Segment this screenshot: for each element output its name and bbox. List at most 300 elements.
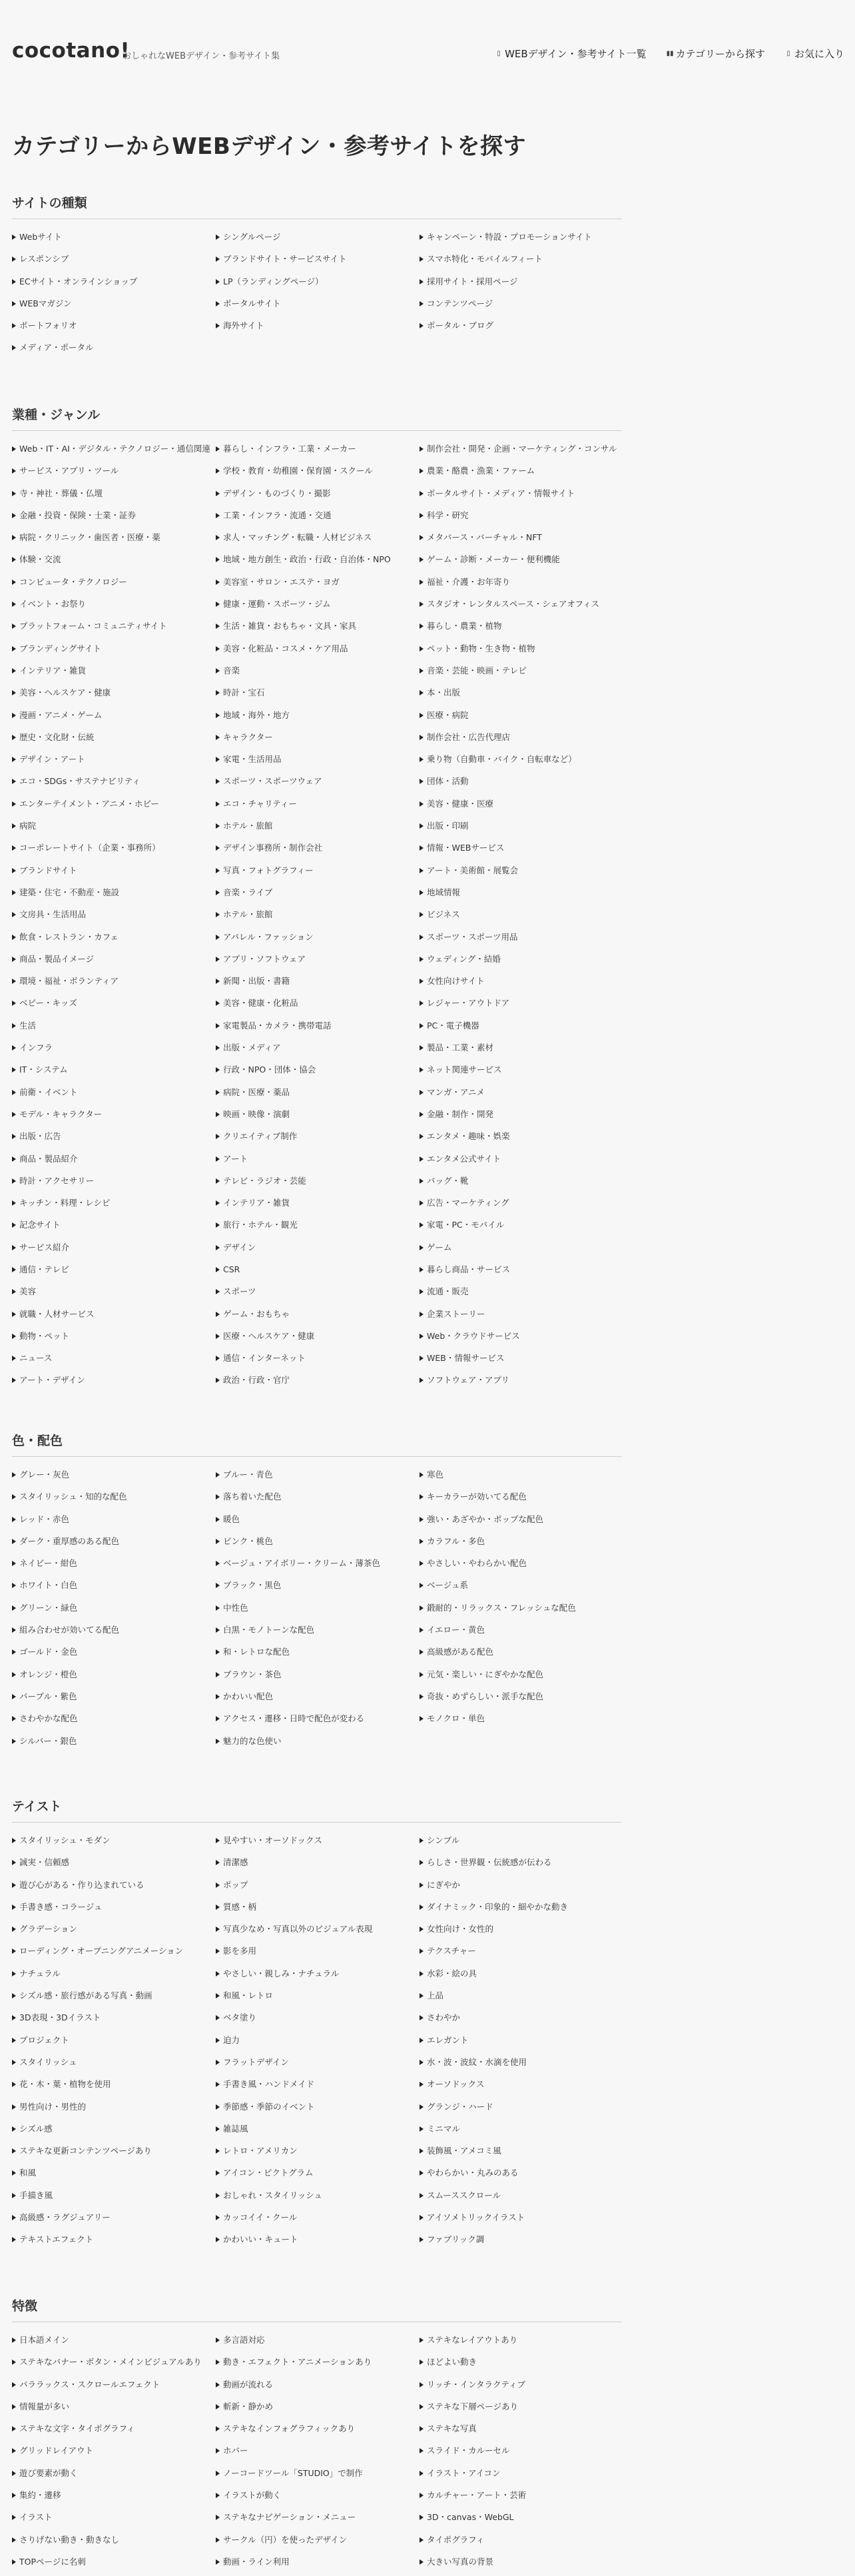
category-link[interactable]: WEB・情報サービス [420, 1350, 622, 1372]
category-link[interactable]: ペット・動物・生き物・植物 [420, 641, 622, 663]
category-link[interactable]: PC・電子機器 [420, 1018, 622, 1040]
category-link[interactable]: ソフトウェア・アプリ [420, 1372, 622, 1394]
category-link[interactable]: Webサイト [12, 229, 216, 251]
category-link[interactable]: 落ち着いた配色 [216, 1489, 420, 1511]
category-link[interactable]: ウェディング・結婚 [420, 951, 622, 973]
site-logo[interactable]: cocotano! [12, 39, 131, 63]
category-link[interactable]: 多言語対応 [216, 2332, 420, 2354]
category-link[interactable]: ポップ [216, 1877, 420, 1899]
category-link[interactable]: 漫画・アニメ・ゲーム [12, 707, 216, 729]
category-link[interactable]: 元気・楽しい・にぎやかな配色 [420, 1667, 622, 1689]
category-link[interactable]: 手描き風 [12, 2188, 216, 2210]
category-link[interactable]: 斬新・静かめ [216, 2399, 420, 2421]
category-link[interactable]: リッチ・インタラクティブ [420, 2377, 622, 2399]
category-link[interactable]: ネイビー・紺色 [12, 1555, 216, 1577]
category-link[interactable]: 生活・雑貨・おもちゃ・文具・家具 [216, 618, 420, 640]
category-link[interactable]: 前衛・イベント [12, 1084, 216, 1106]
category-link[interactable]: モノクロ・単色 [420, 1711, 622, 1733]
category-link[interactable]: グリッドレイアウト [12, 2443, 216, 2465]
category-link[interactable]: 美容室・サロン・エステ・ヨガ [216, 574, 420, 596]
category-link[interactable]: 流通・販売 [420, 1284, 622, 1306]
category-link[interactable]: スマホ特化・モバイルフィート [420, 251, 622, 273]
category-link[interactable]: 暮らし商品・サービス [420, 1262, 622, 1284]
category-link[interactable]: カッコイイ・クール [216, 2210, 420, 2232]
category-link[interactable]: 制作会社・開発・企画・マーケティング・コンサル [420, 441, 622, 463]
category-link[interactable]: アプリ・ソフトウェア [216, 951, 420, 973]
category-link[interactable]: 地域・海外・地方 [216, 707, 420, 729]
category-link[interactable]: さわやかな配色 [12, 1711, 216, 1733]
category-link[interactable]: さりげない動き・動きなし [12, 2532, 216, 2554]
category-link[interactable]: 和風・レトロ [216, 1988, 420, 2010]
category-link[interactable]: 美容・ヘルスケア・健康 [12, 685, 216, 707]
category-link[interactable]: ブランドサイト・サービスサイト [216, 251, 420, 273]
category-link[interactable]: 美容・健康・化粧品 [216, 995, 420, 1017]
category-link[interactable]: 遊び心がある・作り込まれている [12, 1877, 216, 1899]
category-link[interactable]: ステキな更新コンテンツページあり [12, 2143, 216, 2165]
category-link[interactable]: 寺・神社・葬儀・仏壇 [12, 486, 216, 508]
page-title: カテゴリーからWEBデザイン・参考サイトを探す [12, 133, 527, 160]
category-link[interactable]: WEBマガジン [12, 296, 216, 318]
category-link[interactable]: 政治・行政・官庁 [216, 1372, 420, 1394]
category-link[interactable]: モデル・キャラクター [12, 1106, 216, 1128]
category-link[interactable]: 出版・印刷 [420, 818, 622, 840]
category-link[interactable]: グレー・灰色 [12, 1467, 216, 1489]
category-link[interactable]: サービス・アプリ・ツール [12, 463, 216, 485]
category-link[interactable]: 手書き感・コラージュ [12, 1899, 216, 1921]
category-link[interactable]: 地域情報 [420, 885, 622, 907]
category-link[interactable]: ビジネス [420, 907, 622, 929]
category-link[interactable]: パララックス・スクロールエフェクト [12, 2377, 216, 2399]
category-link[interactable]: 質感・柄 [216, 1899, 420, 1921]
category-link[interactable]: サークル（円）を使ったデザイン [216, 2532, 420, 2554]
category-link[interactable]: プラットフォーム・コミュニティサイト [12, 618, 216, 640]
category-link[interactable]: ステキな文字・タイポグラフィ [12, 2421, 216, 2443]
category-link[interactable]: シンプル [420, 1833, 622, 1855]
category-link[interactable]: 健康・運動・スポーツ・ジム [216, 596, 420, 618]
category-link[interactable]: 雑誌風 [216, 2121, 420, 2143]
category-link[interactable]: 制作会社・広告代理店 [420, 729, 622, 751]
category-link[interactable]: 採用サイト・採用ページ [420, 274, 622, 296]
category-link[interactable]: スライド・カルーセル [420, 2443, 622, 2465]
category-link[interactable]: アイコン・ピクトグラム [216, 2165, 420, 2187]
category-link[interactable]: テレビ・ラジオ・芸能 [216, 1173, 420, 1195]
category-link[interactable]: レッド・赤色 [12, 1511, 216, 1533]
category-link[interactable]: ニュース [12, 1350, 216, 1372]
category-link[interactable]: コンテンツページ [420, 296, 622, 318]
category-link[interactable]: アート [216, 1151, 420, 1173]
category-link[interactable]: 中性色 [216, 1600, 420, 1622]
category-link[interactable]: デザイン・ものづくり・撮影 [216, 486, 420, 508]
section-site-type [12, 193, 622, 362]
category-link[interactable]: タイポグラフィ [420, 2532, 622, 2554]
category-link[interactable]: やさしい・親しみ・ナチュラル [216, 1966, 420, 1988]
nav-favorites[interactable] [785, 47, 844, 61]
category-link[interactable]: ステキな下層ページあり [420, 2399, 622, 2421]
category-link[interactable]: レジャー・アウトドア [420, 995, 622, 1017]
category-link[interactable]: 装飾風・アメコミ風 [420, 2143, 622, 2165]
category-link[interactable]: エコ・SDGs・サステナビリティ [12, 773, 216, 795]
category-link[interactable]: 水彩・絵の具 [420, 1966, 622, 1988]
category-link[interactable]: アイソメトリックイラスト [420, 2210, 622, 2232]
category-link[interactable]: 動画が流れる [216, 2377, 420, 2399]
category-link[interactable]: ベタ塗り [216, 2010, 420, 2032]
category-link[interactable]: 記念サイト [12, 1217, 216, 1239]
category-list [12, 2332, 622, 2576]
category-link[interactable]: 日本語メイン [12, 2332, 216, 2354]
category-link[interactable]: おしゃれ・スタイリッシュ [216, 2188, 420, 2210]
category-link[interactable]: 飲食・レストラン・カフェ [12, 929, 216, 951]
nav-design-list[interactable] [495, 47, 647, 61]
category-link[interactable]: かわいい配色 [216, 1689, 420, 1711]
category-link[interactable]: ほどよい動き [420, 2354, 622, 2376]
category-link[interactable]: 高級感・ラグジュアリー [12, 2210, 216, 2232]
category-link[interactable]: 高級感がある配色 [420, 1644, 622, 1666]
category-link[interactable]: 手書き風・ハンドメイド [216, 2076, 420, 2098]
category-link[interactable]: エレガント [420, 2032, 622, 2054]
category-link[interactable]: スタジオ・レンタルスペース・シェアオフィス [420, 596, 622, 618]
category-link[interactable]: 歴史・文化財・伝統 [12, 729, 216, 751]
category-link[interactable]: スタイリッシュ・モダン [12, 1833, 216, 1855]
section-title: テイスト [12, 1797, 622, 1823]
section-title: 色・配色 [12, 1431, 622, 1457]
category-link[interactable]: 広告・マーケティング [420, 1195, 622, 1217]
category-link[interactable]: 就職・人材サービス [12, 1306, 216, 1328]
category-link[interactable]: 鍛耐的・リラックス・フレッシュな配色 [420, 1600, 622, 1622]
category-link[interactable]: 和・レトロな配色 [216, 1644, 420, 1666]
category-link[interactable]: エンタメ公式サイト [420, 1151, 622, 1173]
category-link[interactable]: スポーツ・スポーツウェア [216, 773, 420, 795]
category-link[interactable]: 通信・インターネット [216, 1350, 420, 1372]
category-link[interactable]: ゲーム・おもちゃ [216, 1306, 420, 1328]
category-link[interactable]: 新聞・出版・書籍 [216, 973, 420, 995]
category-link[interactable]: 3D・canvas・WebGL [420, 2509, 622, 2531]
category-link[interactable]: らしさ・世界観・伝統感が伝わる [420, 1855, 622, 1877]
category-link[interactable]: 影を多用 [216, 1943, 420, 1965]
category-link[interactable]: 暖色 [216, 1511, 420, 1533]
category-link[interactable]: LP（ランディングページ） [216, 274, 420, 296]
category-link[interactable]: ゲーム [420, 1240, 622, 1262]
category-link[interactable]: ポートフォリオ [12, 318, 216, 340]
category-link[interactable]: 動画・ライン利用 [216, 2554, 420, 2576]
site-tagline: おしゃれなWEBデザイン・参考サイト集 [123, 51, 280, 61]
category-link[interactable]: バッグ・靴 [420, 1173, 622, 1195]
category-link[interactable]: 動物・ペット [12, 1328, 216, 1350]
category-link[interactable]: ベージュ・アイボリー・クリーム・薄茶色 [216, 1555, 420, 1577]
category-link[interactable]: 農業・酪農・漁業・ファーム [420, 463, 622, 485]
category-link[interactable]: ホテル・旅館 [216, 818, 420, 840]
category-link[interactable]: ブランディングサイト [12, 641, 216, 663]
category-link[interactable]: レスポンシブ [12, 251, 216, 273]
nav-category[interactable] [667, 47, 765, 61]
category-link[interactable]: イラスト・アイコン [420, 2465, 622, 2487]
heart-icon: ▯ [786, 50, 790, 57]
category-link[interactable]: 医療・ヘルスケア・健康 [216, 1328, 420, 1350]
category-link[interactable]: キャンペーン・特設・プロモーションサイト [420, 229, 622, 251]
category-link[interactable]: テキストエフェクト [12, 2232, 216, 2254]
category-link[interactable]: 見やすい・オーソドックス [216, 1833, 420, 1855]
category-link[interactable]: キーカラーが効いてる配色 [420, 1489, 622, 1511]
category-link[interactable]: ステキなインフォグラフィックあり [216, 2421, 420, 2443]
category-link[interactable]: スポーツ・スポーツ用品 [420, 929, 622, 951]
category-link[interactable]: レトロ・アメリカン [216, 2143, 420, 2165]
category-link[interactable]: 時計・アクセサリー [12, 1173, 216, 1195]
category-link[interactable]: ネット関連サービス [420, 1062, 622, 1084]
category-link[interactable]: 遊び要素が動く [12, 2465, 216, 2487]
category-link[interactable]: 工業・インフラ・流通・交通 [216, 508, 420, 530]
category-link[interactable]: 写真少なめ・写真以外のビジュアル表現 [216, 1921, 420, 1943]
category-link[interactable]: 乗り物（自動車・バイク・自転車など） [420, 751, 622, 773]
category-link[interactable]: 美容・化粧品・コスメ・ケア用品 [216, 641, 420, 663]
category-link[interactable]: スポーツ [216, 1284, 420, 1306]
section-feature [12, 2296, 622, 2576]
category-link[interactable]: 組み合わせが効いてる配色 [12, 1622, 216, 1644]
category-list [12, 441, 622, 1395]
category-link[interactable]: 写真・フォトグラフィー [216, 863, 420, 885]
category-link[interactable]: フラットデザイン [216, 2054, 420, 2076]
category-link[interactable]: 商品・製品イメージ [12, 951, 216, 973]
category-link[interactable]: ピンク・桃色 [216, 1533, 420, 1555]
section-taste [12, 1797, 622, 2254]
category-link[interactable]: ミニマル [420, 2121, 622, 2143]
category-link[interactable]: 暮らし・農業・植物 [420, 618, 622, 640]
section-industry [12, 405, 622, 1395]
category-link[interactable]: ナチュラル [12, 1966, 216, 1988]
category-link[interactable]: 時計・宝石 [216, 685, 420, 707]
category-link[interactable]: オレンジ・橙色 [12, 1667, 216, 1689]
category-link[interactable]: 企業ストーリー [420, 1306, 622, 1328]
category-list [12, 1833, 622, 2254]
category-link[interactable]: 福祉・介護・お年寄り [420, 574, 622, 596]
category-link[interactable]: 家電・生活用品 [216, 751, 420, 773]
category-link[interactable]: メタバース・バーチャル・NFT [420, 530, 622, 552]
category-link[interactable]: ブラウン・茶色 [216, 1667, 420, 1689]
category-link[interactable]: TOPページに名刺 [12, 2554, 216, 2576]
category-link[interactable]: プロジェクト [12, 2032, 216, 2054]
category-link[interactable]: 暮らし・インフラ・工業・メーカー [216, 441, 420, 463]
category-link[interactable]: かわいい・キュート [216, 2232, 420, 2254]
category-link[interactable]: ノーコードツール「STUDIO」で制作 [216, 2465, 420, 2487]
category-link[interactable]: 本・出版 [420, 685, 622, 707]
category-link[interactable]: ステキなレイアウトあり [420, 2332, 622, 2354]
category-link[interactable]: ポータル・ブログ [420, 318, 622, 340]
category-link[interactable]: 製品・工業・素材 [420, 1040, 622, 1062]
category-list [12, 1467, 622, 1755]
category-link[interactable]: 地域・地方創生・政治・行政・自治体・NPO [216, 552, 420, 574]
category-link[interactable]: Web・IT・AI・デジタル・テクノロジー・通信関連 [12, 441, 216, 463]
category-link[interactable]: Web・クラウドサービス [420, 1328, 622, 1350]
category-link[interactable]: 集約・遷移 [12, 2487, 216, 2509]
category-link[interactable]: 情報・WEBサービス [420, 840, 622, 862]
category-link[interactable]: スムーススクロール [420, 2188, 622, 2210]
category-link[interactable]: ステキなバナー・ボタン・メインビジュアルあり [12, 2354, 216, 2376]
category-link[interactable]: 音楽・ライブ [216, 885, 420, 907]
category-link[interactable]: 男性向け・男性的 [12, 2099, 216, 2121]
category-link[interactable]: サービス紹介 [12, 1240, 216, 1262]
category-link[interactable]: キッチン・料理・レシピ [12, 1195, 216, 1217]
category-link[interactable]: ベージュ系 [420, 1577, 622, 1599]
category-link[interactable]: 女性向け・女性的 [420, 1921, 622, 1943]
category-link[interactable]: 情報量が多い [12, 2399, 216, 2421]
category-link[interactable]: IT・システム [12, 1062, 216, 1084]
category-link[interactable]: キャラクター [216, 729, 420, 751]
category-link[interactable]: 3D表現・3Dイラスト [12, 2010, 216, 2032]
category-link[interactable]: グリーン・緑色 [12, 1600, 216, 1622]
category-link[interactable]: 病院・医療・薬品 [216, 1084, 420, 1106]
category-link[interactable]: ダイナミック・印象的・細やかな動き [420, 1899, 622, 1921]
category-link[interactable]: 学校・教育・幼稚園・保育園・スクール [216, 463, 420, 485]
category-link[interactable]: ホワイト・白色 [12, 1577, 216, 1599]
category-link[interactable]: 出版・メディア [216, 1040, 420, 1062]
category-link[interactable]: コーポレートサイト（企業・事務所） [12, 840, 216, 862]
category-link[interactable]: メディア・ポータル [12, 340, 216, 362]
category-link[interactable]: 寒色 [420, 1467, 622, 1489]
category-link[interactable]: 家電・PC・モバイル [420, 1217, 622, 1239]
nav-category-label: カテゴリーから探す [675, 48, 765, 60]
category-link[interactable]: デザイン事務所・制作会社 [216, 840, 420, 862]
nav-favorites-label: お気に入り [794, 48, 844, 60]
category-link[interactable]: グランジ・ハード [420, 2099, 622, 2121]
category-link[interactable]: ゲーム・診断・メーカー・便利機能 [420, 552, 622, 574]
category-link[interactable]: シルバー・銀色 [12, 1733, 216, 1755]
category-link[interactable]: ブラック・黒色 [216, 1577, 420, 1599]
section-title: 特徴 [12, 2296, 622, 2322]
category-link[interactable]: インテリア・雑貨 [216, 1195, 420, 1217]
category-link[interactable]: 強い・あざやか・ポップな配色 [420, 1511, 622, 1533]
category-link[interactable]: 文房具・生活用品 [12, 907, 216, 929]
category-link[interactable]: さわやか [420, 2010, 622, 2032]
category-link[interactable]: ホテル・旅館 [216, 907, 420, 929]
category-link[interactable]: 映画・映像・演劇 [216, 1106, 420, 1128]
category-link[interactable]: イラスト [12, 2509, 216, 2531]
category-link[interactable]: 季節感・季節のイベント [216, 2099, 420, 2121]
category-link[interactable]: 行政・NPO・団体・協会 [216, 1062, 420, 1084]
category-link[interactable]: やわらかい・丸みのある [420, 2165, 622, 2187]
category-link[interactable]: 医療・病院 [420, 707, 622, 729]
category-link[interactable]: グラデーション [12, 1921, 216, 1943]
category-link[interactable]: 大きい写真の背景 [420, 2554, 622, 2576]
tag-icon: ▮▮ [666, 50, 674, 57]
category-link[interactable]: スタイリッシュ・知的な配色 [12, 1489, 216, 1511]
category-link[interactable]: 海外サイト [216, 318, 420, 340]
section-title: サイトの種類 [12, 193, 622, 219]
category-link[interactable]: 清潔感 [216, 1855, 420, 1877]
category-link[interactable]: 病院 [12, 818, 216, 840]
category-link[interactable]: ダーク・重厚感のある配色 [12, 1533, 216, 1555]
category-link[interactable]: ホバー [216, 2443, 420, 2465]
category-link[interactable]: 花・木・葉・植物を使用 [12, 2076, 216, 2098]
section-color [12, 1431, 622, 1755]
category-link[interactable]: パープル・紫色 [12, 1689, 216, 1711]
category-link[interactable]: 和風 [12, 2165, 216, 2187]
category-link[interactable]: ブルー・青色 [216, 1467, 420, 1489]
category-link[interactable]: テクスチャー [420, 1943, 622, 1965]
category-link[interactable]: 通信・テレビ [12, 1262, 216, 1284]
category-link[interactable]: 出版・広告 [12, 1128, 216, 1150]
category-link[interactable]: イエロー・黄色 [420, 1622, 622, 1644]
category-link[interactable]: シズル感・旅行感がある写真・動画 [12, 1988, 216, 2010]
category-link[interactable]: CSR [216, 1262, 420, 1284]
category-link[interactable]: エンタメ・趣味・娯楽 [420, 1128, 622, 1150]
category-link[interactable]: アート・美術館・展覧会 [420, 863, 622, 885]
category-link[interactable]: 科学・研究 [420, 508, 622, 530]
category-link[interactable]: 旅行・ホテル・観光 [216, 1217, 420, 1239]
category-link[interactable]: カラフル・多色 [420, 1533, 622, 1555]
category-link[interactable]: ベビー・キッズ [12, 995, 216, 1017]
category-link[interactable]: 美容・健康・医療 [420, 796, 622, 818]
nav-design-list-label: WEBデザイン・参考サイト一覧 [505, 48, 647, 60]
category-link[interactable]: シズル感 [12, 2121, 216, 2143]
category-link[interactable]: 金融・制作・開発 [420, 1106, 622, 1128]
category-link[interactable]: エンターテイメント・アニメ・ホビー [12, 796, 216, 818]
category-link[interactable]: カルチャー・アート・芸術 [420, 2487, 622, 2509]
category-link[interactable]: 魅力的な色使い [216, 1733, 420, 1755]
category-link[interactable]: にぎやか [420, 1877, 622, 1899]
category-link[interactable]: シングルページ [216, 229, 420, 251]
category-link[interactable]: ステキなナビゲーション・メニュー [216, 2509, 420, 2531]
category-link[interactable]: アクセス・遷移・日時で配色が変わる [216, 1711, 420, 1733]
category-link[interactable]: 体験・交流 [12, 552, 216, 574]
site-header [0, 0, 855, 107]
category-link[interactable]: ステキな写真 [420, 2421, 622, 2443]
category-link[interactable]: 環境・福祉・ボランティア [12, 973, 216, 995]
category-link[interactable]: 水・波・波紋・水滴を使用 [420, 2054, 622, 2076]
category-link[interactable]: 病院・クリニック・歯医者・医療・薬 [12, 530, 216, 552]
category-link[interactable]: ポータルサイト・メディア・情報サイト [420, 486, 622, 508]
category-link[interactable]: 美容 [12, 1284, 216, 1306]
category-link[interactable]: 団体・活動 [420, 773, 622, 795]
category-link[interactable]: 建築・住宅・不動産・施設 [12, 885, 216, 907]
category-link[interactable]: ローディング・オープニングアニメーション [12, 1943, 216, 1965]
category-link[interactable]: イラストが動く [216, 2487, 420, 2509]
category-link[interactable]: コンピュータ・テクノロジー [12, 574, 216, 596]
category-link[interactable]: クリエイティブ制作 [216, 1128, 420, 1150]
category-link[interactable]: やさしい・やわらかい配色 [420, 1555, 622, 1577]
category-link[interactable]: ECサイト・オンラインショップ [12, 274, 216, 296]
category-link[interactable]: ブランドサイト [12, 863, 216, 885]
category-link[interactable]: 家電製品・カメラ・携帯電話 [216, 1018, 420, 1040]
category-link[interactable]: インテリア・雑貨 [12, 663, 216, 685]
category-link[interactable]: アート・デザイン [12, 1372, 216, 1394]
list-icon: ▯ [497, 50, 501, 57]
category-link[interactable]: アパレル・ファッション [216, 929, 420, 951]
category-link[interactable]: ゴールド・金色 [12, 1644, 216, 1666]
category-link[interactable]: ファブリック調 [420, 2232, 622, 2254]
category-link[interactable]: デザイン・アート [12, 751, 216, 773]
category-link[interactable]: 誠実・信頼感 [12, 1855, 216, 1877]
category-link[interactable]: インフラ [12, 1040, 216, 1062]
category-link[interactable]: オーソドックス [420, 2076, 622, 2098]
category-link[interactable]: スタイリッシュ [12, 2054, 216, 2076]
category-link[interactable]: 音楽・芸能・映画・テレビ [420, 663, 622, 685]
category-link[interactable]: 生活 [12, 1018, 216, 1040]
category-link[interactable]: デザイン [216, 1240, 420, 1262]
category-link[interactable]: 音楽 [216, 663, 420, 685]
category-link[interactable]: エコ・チャリティー [216, 796, 420, 818]
category-link[interactable]: 動き・エフェクト・アニメーションあり [216, 2354, 420, 2376]
category-link[interactable]: 求人・マッチング・転職・人材ビジネス [216, 530, 420, 552]
category-link[interactable]: 奇抜・めずらしい・派手な配色 [420, 1689, 622, 1711]
category-list [12, 229, 622, 362]
category-link[interactable]: 金融・投資・保険・士業・証券 [12, 508, 216, 530]
category-link[interactable]: 白黒・モノトーンな配色 [216, 1622, 420, 1644]
category-link[interactable]: 迫力 [216, 2032, 420, 2054]
category-link[interactable]: ポータルサイト [216, 296, 420, 318]
category-link[interactable]: イベント・お祭り [12, 596, 216, 618]
category-link[interactable]: 上品 [420, 1988, 622, 2010]
category-link[interactable]: マンガ・アニメ [420, 1084, 622, 1106]
category-link[interactable]: 女性向けサイト [420, 973, 622, 995]
category-link[interactable]: 商品・製品紹介 [12, 1151, 216, 1173]
